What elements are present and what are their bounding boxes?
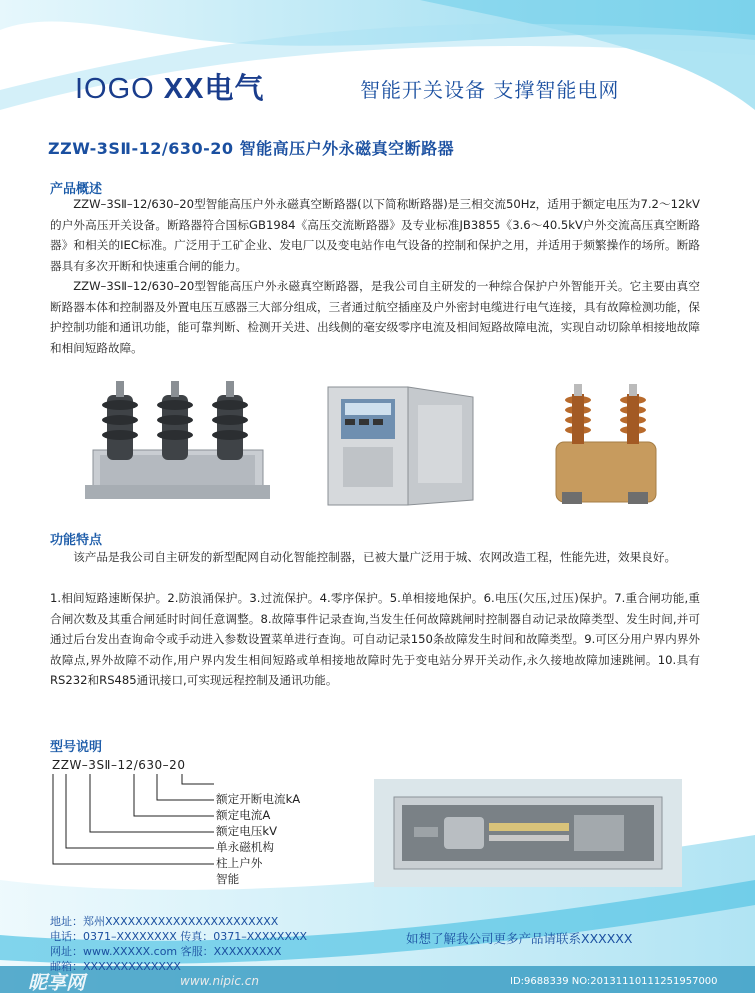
- features-heading: 功能特点: [50, 533, 103, 548]
- legend-item-pole-outdoor: 柱上户外: [216, 856, 263, 870]
- features-list: [50, 588, 700, 691]
- contact-info: [50, 914, 307, 974]
- legend-item-mechanism: 单永磁机构: [216, 840, 274, 854]
- legend-item-breaking-current: 额定开断电流kA: [216, 792, 301, 806]
- overview-paragraph-1: ZZW–3SⅡ–12/630–20型智能高压户外永磁真空断路器(以下简称断路器)是三相交流50Hz，适用于额定电压为7.2～12kV的户外高压开关设备。断路器符合国标GB1984《高压交流断路器》及专业标准JB3855《3.6～40.5kV户外交流高压真空断路器》和相关的IEC标准。广泛用于工矿企业、发电厂以及变电站作电气设备的控制和保护之用，并适用于频繁操作的场所。断路器具有多次开断和快速重合闸的能力。: [50, 197, 700, 273]
- overview-text: [50, 194, 700, 358]
- address-line: 地址：郑州XXXXXXXXXXXXXXXXXXXXXXX: [50, 915, 279, 928]
- features-paragraph-2: 1.相间短路速断保护。2.防浪涌保护。3.过流保护。4.零序保护。5.单相接地保护。6.电压(欠压,过压)保护。7.重合闸功能,重合闸次数及其重合闸延时时间任意调整。8.故障事件记录查询,当发生任何故障跳闸时控制器自动记录故障类型、发生时间,并可通过后台发出查询命令或手动进入参数设置菜单进行查询。可自动记录150条故障发生时间和故障类型。9.可区分用户界内界外故障点,界外故障不动作,用户界内发生相间短路或单相接地故障时先于变电站分界开关动作,永久接地故障加速跳闸。10.具有RS232和RS485通讯接口,可实现远程控制及通讯功能。: [50, 591, 700, 687]
- watermark-id: ID:9688339 NO:20131110111251957000: [510, 976, 718, 987]
- model-code: ZZW–3SⅡ–12/630–20: [52, 758, 186, 772]
- legend-item-rated-voltage: 额定电压kV: [216, 824, 278, 838]
- features-text: [50, 547, 700, 568]
- legend-item-rated-current: 额定电流A: [216, 808, 271, 822]
- logo-prefix: IOGO: [75, 73, 164, 105]
- model-heading: 型号说明: [50, 740, 103, 755]
- phone-line: 电话：0371–XXXXXXXX 传真：0371–XXXXXXXX: [50, 930, 308, 943]
- watermark-logo: 昵享网: [28, 972, 86, 993]
- legend-item-smart: 智能: [216, 872, 240, 886]
- company-logo: [75, 66, 264, 107]
- breaker-interior-image: [374, 779, 682, 887]
- contact-prompt: 如想了解我公司更多产品请联系XXXXXX: [406, 931, 633, 946]
- voltage-transformer-image: [548, 380, 673, 510]
- model-legend-lines: [50, 772, 220, 890]
- circuit-breaker-image: [85, 375, 270, 505]
- product-title: ZZW-3SⅡ-12/630-20 智能高压户外永磁真空断路器: [48, 139, 455, 158]
- overview-heading: 产品概述: [50, 182, 103, 197]
- email-line: 邮箱：XXXXXXXXXXXXX: [50, 960, 181, 973]
- features-paragraph-1: 该产品是我公司自主研发的新型配网自动化智能控制器，已被大量广泛用于城、农网改造工程，性能先进，效果良好。: [73, 550, 677, 564]
- slogan: 智能开关设备 支撑智能电网: [360, 78, 620, 102]
- website-line: 网址：www.XXXXX.com 客服：XXXXXXXXX: [50, 945, 282, 958]
- logo-brand: XX电气: [163, 73, 265, 105]
- watermark-url: www.nipic.cn: [180, 974, 259, 988]
- controller-cabinet-image: [323, 385, 488, 510]
- overview-paragraph-2: ZZW–3SⅡ–12/630–20型智能高压户外永磁真空断路器，是我公司自主研发的一种综合保护户外智能开关。它主要由真空断路器本体和控制器及外置电压互感器三大部分组成，三者通过航空插座及户外密封电缆进行电气连接，具有故障检测功能，保护控制功能和通讯功能，能可靠判断、检测开关进、出线侧的毫安级零序电流及相间短路故障电流，实现自动切除单相接地故障和相间短路故障。: [50, 279, 700, 355]
